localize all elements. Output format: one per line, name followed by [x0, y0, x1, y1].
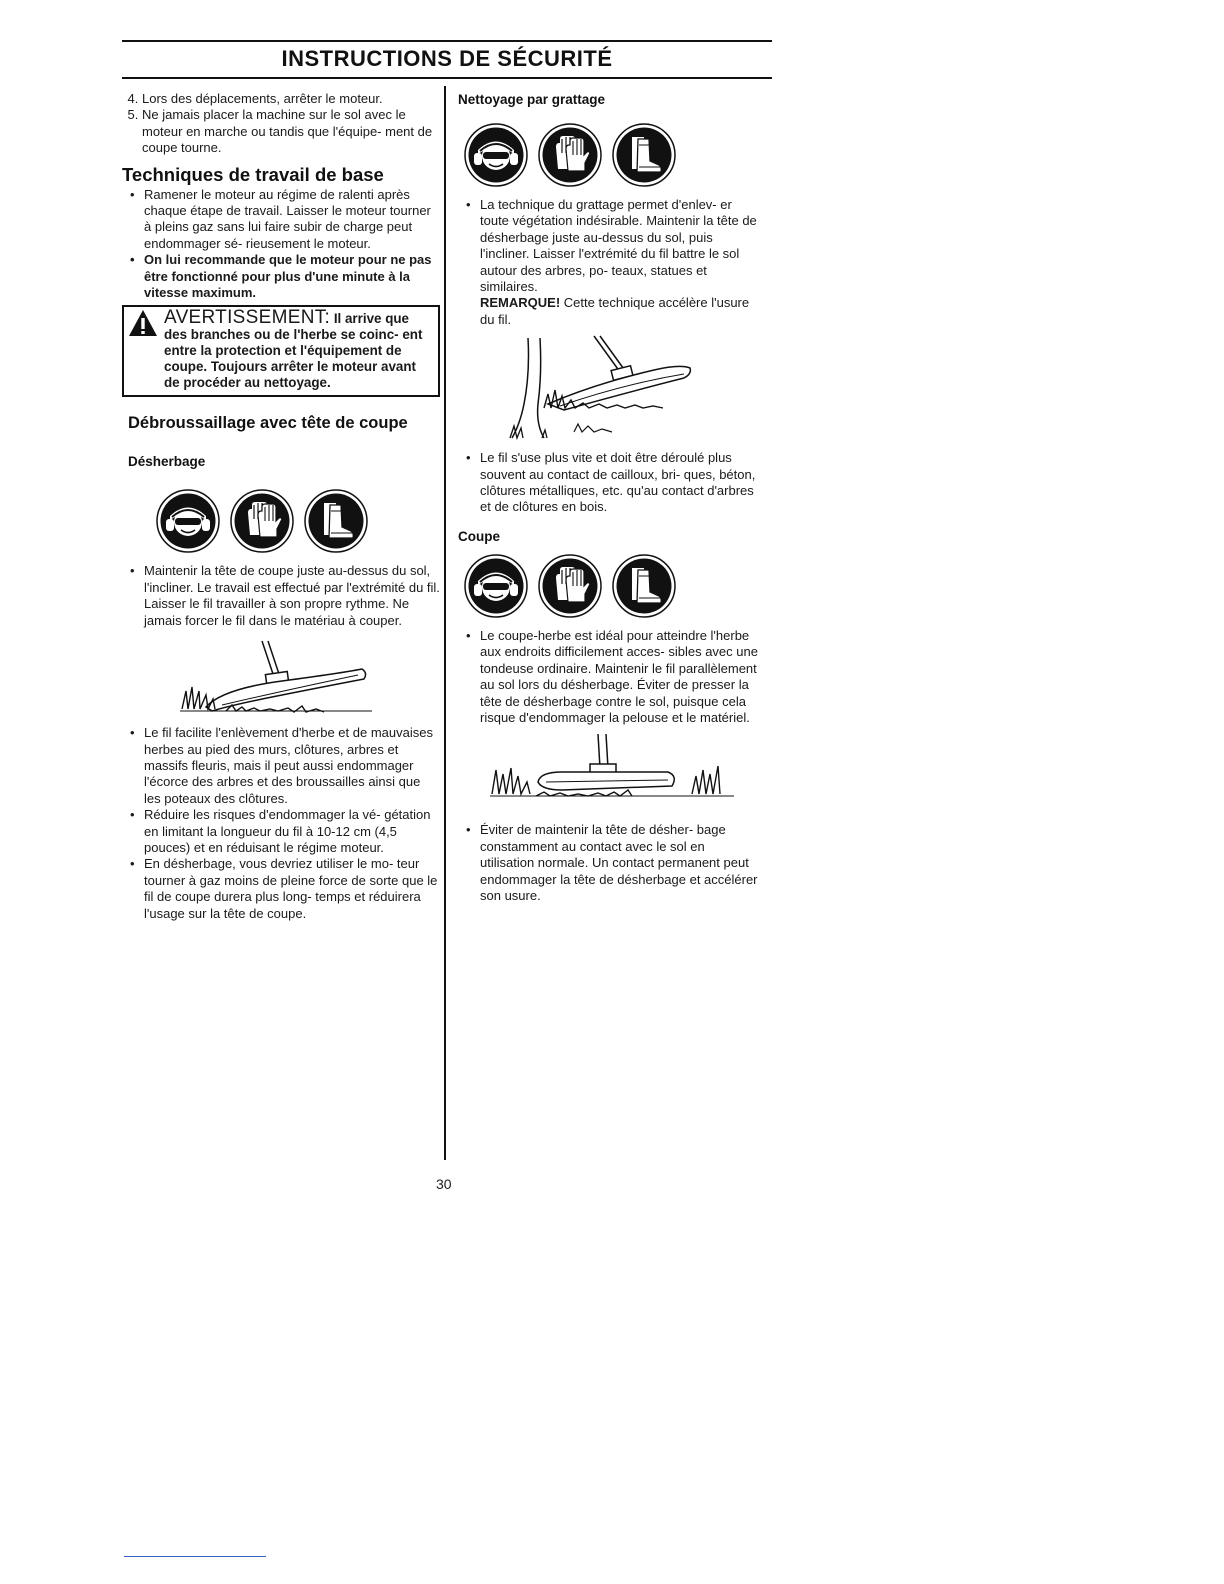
list-item: • Ramener le moteur au régime de ralenti après chaque étape de travail. Laisser le moteur tourner à pleins gaz sans lui faire subir de charge peut endommager sé- rieusement le moteur. — [122, 187, 440, 253]
list-item: • Le fil facilite l'enlèvement d'herbe et de mauvaises herbes au pied des murs, clôtures, arbres et massifs fleuris, mais il peut aussi endommager l'écorce des arbres et des broussailles ainsi que les poteaux des clôtures. — [122, 725, 440, 807]
boots-icon — [304, 489, 368, 553]
desherbage-heading: Désherbage — [128, 454, 206, 470]
header-rule-top — [122, 40, 772, 42]
warning-text: Il arrive que des branches ou de l'herbe se coinc- ent entre la protection et l'équipement de coupe. Toujours arrêter le moteur avant de procéder au nettoyage. — [164, 311, 423, 391]
coupe-list-2 — [458, 822, 758, 904]
nettoyage-list — [458, 197, 758, 328]
warning-label: AVERTISSEMENT: — [164, 307, 331, 329]
trimmer-tilted-illustration — [162, 639, 402, 721]
page-title: INSTRUCTIONS DE SÉCURITÉ — [281, 46, 613, 71]
list-item: • Le fil s'use plus vite et doit être déroulé plus souvent au contact de cailloux, bri- ques, béton, clôtures métalliques, etc. qu'au contact d'arbres et de clôtures en bois. — [458, 450, 758, 516]
right-column — [458, 91, 758, 904]
page-number: 30 — [436, 1176, 452, 1192]
list-item: • En désherbage, vous devriez utiliser le mo- teur tourner à gaz moins de pleine force de sorte que le fil de coupe durera plus long- temps et réduirera l'usage sur la tête de coupe. — [122, 856, 440, 922]
header-rule-bottom — [122, 77, 772, 79]
boots-icon — [612, 554, 676, 618]
face-protection-icon — [464, 554, 528, 618]
techniques-list — [122, 187, 440, 302]
ppe-icons-nettoyage — [464, 123, 758, 187]
left-column — [122, 91, 440, 922]
coupe-list — [458, 628, 758, 726]
list-item: • Réduire les risques d'endommager la vé- gétation en limitant la longueur du fil à 10-12 cm (4,5 pouces) et en réduisant le régime moteur. — [122, 807, 440, 856]
list-item: • Maintenir la tête de coupe juste au-dessus du sol, l'incliner. Le travail est effectué par l'extrémité du fil. Laisser le fil travailler à son propre rythme. Ne jamais forcer le fil dans le matériau à couper. — [122, 563, 440, 629]
warning-box — [122, 305, 440, 397]
list-item: • Éviter de maintenir la tête de désher- bage constamment au contact avec le sol en utilisation normale. Un contact permanent peut endommager la tête de désherbage et accélérer son usure. — [458, 822, 758, 904]
nettoyage-text: La technique du grattage permet d'enlev- er toute végétation indésirable. Maintenir la tête de désherbage juste au-dessus du sol, puis l'incliner. Laisser l'extrémité du fil battre le sol autour des arbres, po- teaux, statues et similaires. — [480, 197, 757, 295]
numbered-list — [122, 91, 440, 157]
remarque-label: REMARQUE! — [480, 295, 561, 311]
warning-triangle-icon — [128, 309, 158, 337]
list-item: 4. Lors des déplacements, arrêter le moteur. — [142, 91, 440, 107]
trimmer-flat-illustration — [472, 732, 752, 816]
gloves-icon — [230, 489, 294, 553]
list-item: • On lui recommande que le moteur pour ne pas être fonctionné pour plus d'une minute à la vitesse maximum. — [122, 252, 440, 301]
desherbage-list — [122, 563, 440, 629]
face-protection-icon — [464, 123, 528, 187]
trimmer-tree-illustration — [504, 334, 734, 444]
remarque-text: Cette technique accélère l'usure du fil. — [480, 295, 750, 327]
techniques-heading: Techniques de travail de base — [122, 163, 384, 185]
desherbage-list-2 — [122, 725, 440, 922]
debroussaillage-heading: Débroussaillage avec tête de coupe — [128, 414, 408, 433]
face-protection-icon — [156, 489, 220, 553]
nettoyage-list-2 — [458, 450, 758, 516]
ppe-icons-desherbage — [156, 489, 440, 553]
gloves-icon — [538, 554, 602, 618]
footer-line — [124, 1556, 266, 1557]
gloves-icon — [538, 123, 602, 187]
boots-icon — [612, 123, 676, 187]
list-item: • Le coupe-herbe est idéal pour atteindre l'herbe aux endroits difficilement acces- sibles avec une tondeuse ordinaire. Maintenir le fil parallèlement au sol lors du désherbage. Éviter de presser la tête de désherbage contre le sol, puisque cela risque d'endommager la pelouse et le matériel. — [458, 628, 758, 726]
ppe-icons-coupe — [464, 554, 758, 618]
coupe-heading: Coupe — [458, 528, 500, 544]
column-divider — [444, 86, 446, 1160]
list-item — [458, 197, 758, 328]
nettoyage-heading: Nettoyage par grattage — [458, 92, 606, 107]
list-item: 5. Ne jamais placer la machine sur le sol avec le moteur en marche ou tandis que l'équipe- ment de coupe tourne. — [142, 107, 440, 156]
